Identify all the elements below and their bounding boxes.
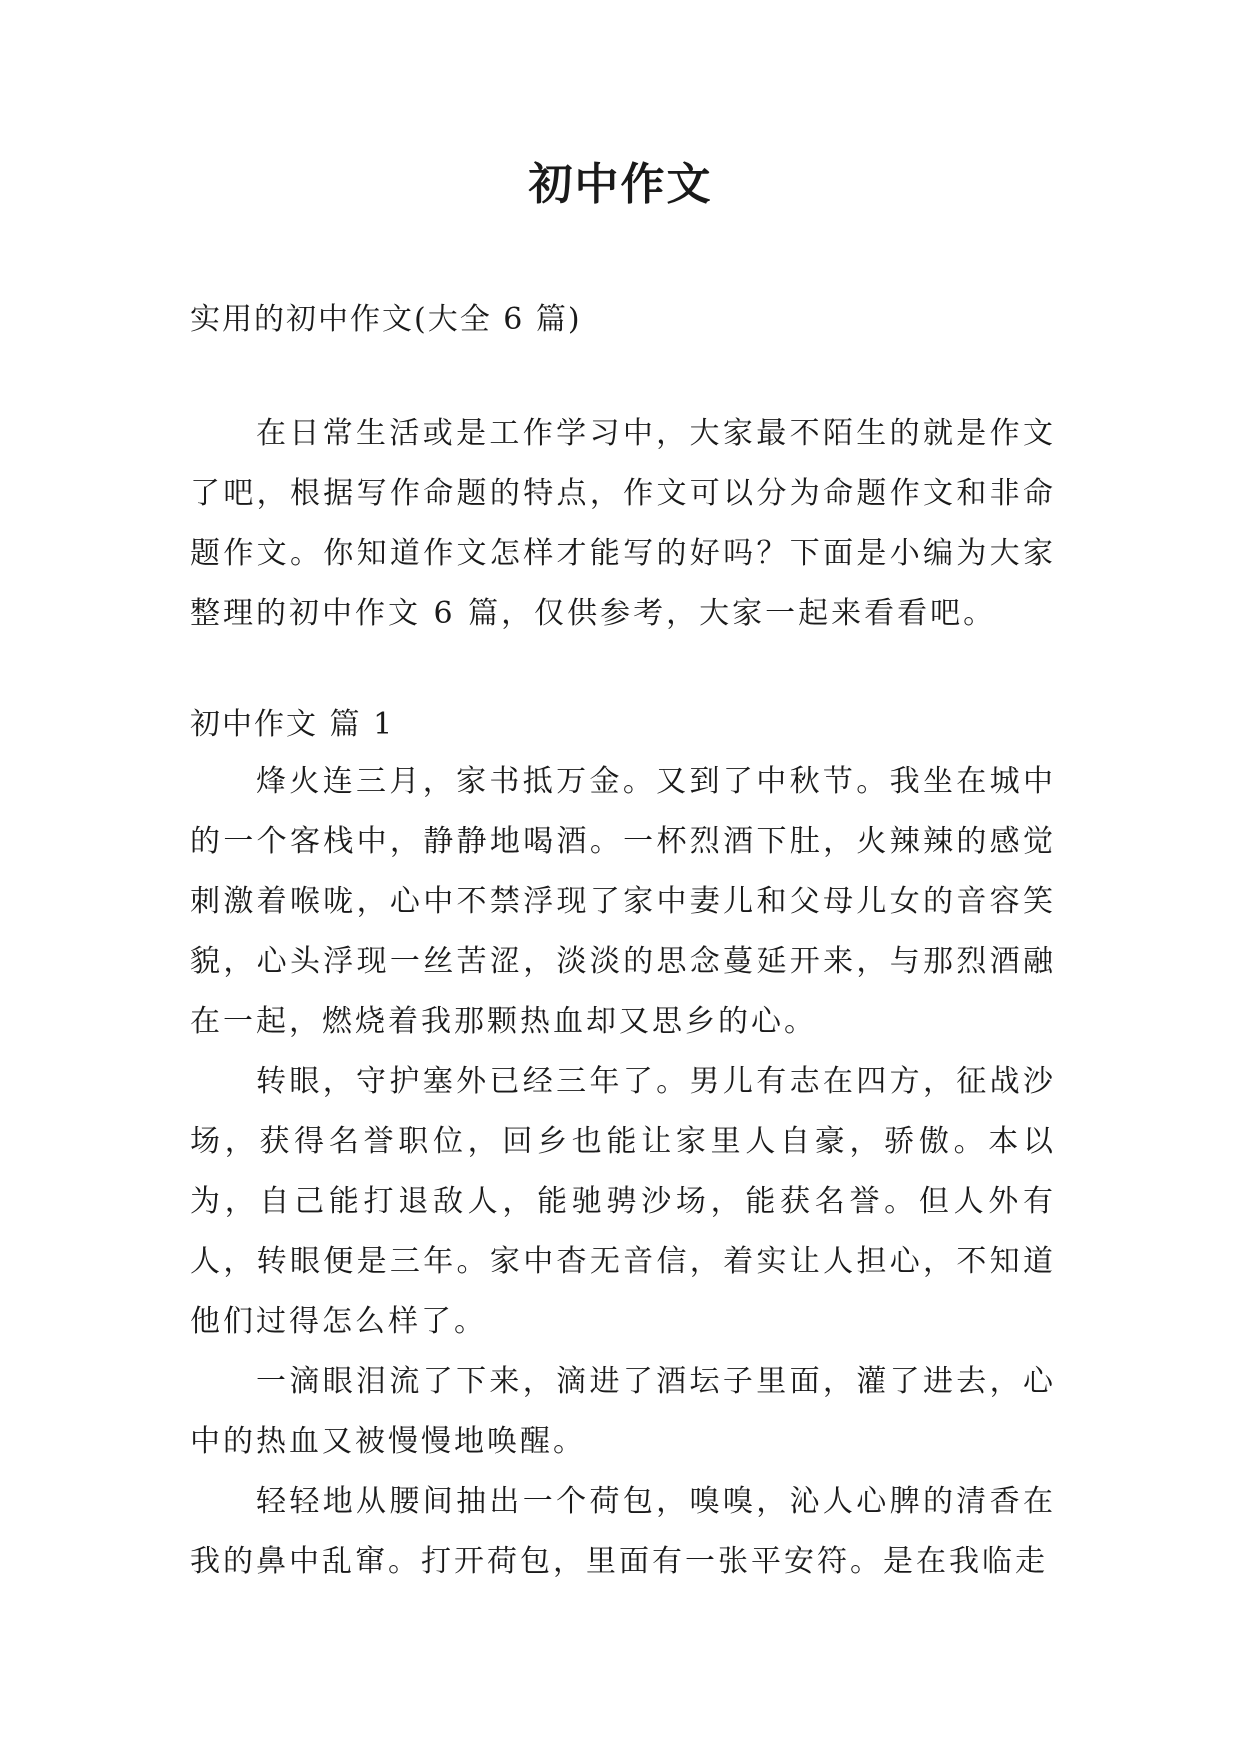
essay-paragraph: 一滴眼泪流了下来，滴进了酒坛子里面，灌了进去，心中的热血又被慢慢地唤醒。 (190, 1364, 1056, 1459)
essay-paragraph: 转眼，守护塞外已经三年了。男儿有志在四方，征战沙场，获得名誉职位，回乡也能让家里人自豪，骄傲。本以为，自己能打退敌人，能驰骋沙场，能获名誉。但人外有人，转眼便是三年。家中杳无音信，着实让人担心，不知道他们过得怎么样了。 (190, 1064, 1056, 1339)
intro-paragraph: 在日常生活或是工作学习中，大家最不陌生的就是作文了吧，根据写作命题的特点，作文可以分为命题作文和非命题作文。你知道作文怎样才能写的好吗？下面是小编为大家整理的初中作文 6 篇，仅供参考，大家一起来看看吧。 (190, 416, 1056, 631)
document-title: 初中作文 (528, 159, 713, 210)
intro-section (190, 404, 1056, 644)
essay-body (190, 752, 1056, 1592)
essay-paragraph: 烽火连三月，家书抵万金。又到了中秋节。我坐在城中的一个客栈中，静静地喝酒。一杯烈酒下肚，火辣辣的感觉刺激着喉咙，心中不禁浮现了家中妻儿和父母儿女的音容笑貌，心头浮现一丝苦涩，淡淡的思念蔓延开来，与那烈酒融在一起，燃烧着我那颗热血却又思乡的心。 (190, 764, 1056, 1039)
essay-paragraph: 轻轻地从腰间抽出一个荷包，嗅嗅，沁人心脾的清香在我的鼻中乱窜。打开荷包，里面有一张平安符。是在我临走 (190, 1484, 1056, 1579)
section-heading: 初中作文 篇 1 (190, 707, 395, 742)
document-subtitle: 实用的初中作文(大全 6 篇) (190, 302, 582, 337)
